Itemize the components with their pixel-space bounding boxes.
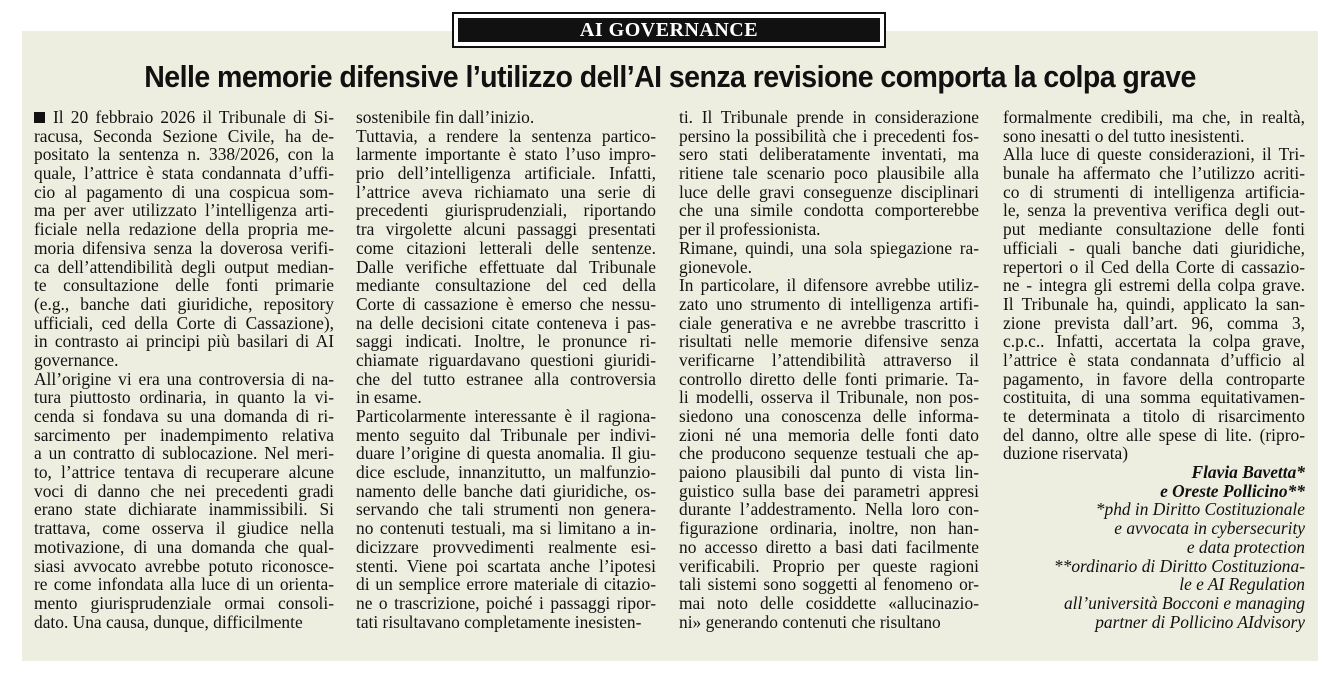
article-column-2 [356,108,656,631]
text-line: prio dell’intelligenza artificiale. Infatti, [356,163,656,184]
text-line: Corte di cassazione è emerso che nessu- [356,293,656,314]
text-line: mento seguito dal Tribunale per indivi- [356,424,656,445]
text-line: mediante consultazione del ced della [356,275,656,296]
text-line: risultati nelle memorie difensive senza [679,331,979,352]
text-line: sostenibile fin dall’inizio. [356,107,535,127]
text-line: stenti. Viene poi scartata anche l’ipotesi [356,555,656,576]
text-line: pagamento, in favore della controparte [1003,368,1305,389]
text-line: verificabili. Proprio per queste ragioni [679,555,979,576]
text-line: del danno, oltre alle spese di lite. (ripro- [1003,424,1305,445]
text-line: no contenuti testuali, ma si limitano a in- [356,518,656,539]
text-line: racusa, Seconda Sezione Civile, ha de- [34,125,334,146]
text-line: ni» generando contenuti che risultano [679,611,941,632]
text-line: che producono sequenze testuali che ap- [679,443,979,464]
text-line: In particolare, il difensore avrebbe utiliz- [679,275,979,296]
author-affiliation: e avvocata in cybersecurity [1114,518,1305,539]
text-line: verificarne l’attendibilità attraverso il [679,349,979,370]
text-line: motivazione, di una domanda che qual- [34,536,334,557]
text-line: cio al pagamento di una cospicua som- [34,181,334,202]
text-line: a un contratto di sublocazione. Nel meri- [34,443,334,464]
text-line: che una simile condotta comporterebbe [679,200,979,221]
text-line: guistico sulla base dei parametri appresi [679,480,979,501]
text-line: controllo diretto delle fonti primarie. Ta- [679,368,979,389]
text-line: in contrasto ai principi più basilari di AI [34,331,334,352]
text-line: positato la sentenza n. 338/2026, con la [34,144,334,165]
text-line: come citazioni letterali delle sentenze. [356,237,656,258]
author-affiliation: *phd in Diritto Costituzionale [1095,499,1305,520]
text-line: dicizzare provvedimenti realmente esi- [356,536,656,557]
text-line: Il 20 febbraio 2026 il Tribunale di Si- [34,108,334,127]
text-line: to, l’attrice tentava di recuperare alcune [34,462,334,483]
text-line: bunale ha affermato che l’utilizzo acriti- [1003,163,1305,184]
author-affiliation: le e AI Regulation [1179,574,1305,595]
text-line: Il Tribunale ha, quindi, applicato la san- [1003,293,1305,314]
article-column-1 [34,108,334,631]
text-line: repertori o il Ced della Corte di cassazio- [1003,256,1305,277]
text-line: larmente importante è stato l’uso impro- [356,144,656,165]
text-line: dato. Una causa, dunque, difficilmente [34,611,303,632]
text-line: figurazione ordinaria, inoltre, non han- [679,518,979,539]
text-line: precedenti giurisprudenziali, riportando [356,200,656,221]
text-line: (e.g., banche dati giuridiche, repository [34,293,334,314]
text-line: ritiene tale scenario poco plausibile alla [679,163,979,184]
text-line: Dalle verifiche effettuate dal Tribunale [356,256,656,277]
text-line: ufficiali, ced della Corte di Cassazione), [34,312,334,333]
text-line: sono inesatti o del tutto inesistenti. [1003,125,1245,146]
section-tag-label: AI GOVERNANCE [458,18,880,42]
text-line: All’origine vi era una controversia di na- [34,368,334,389]
text-line: l’attrice aveva richiamato una serie di [356,181,656,202]
text-line: mento giurisprudenziale ormai consoli- [34,592,334,613]
author-affiliation: partner di Pollicino AIdvisory [1095,611,1305,632]
text-line: governance. [34,349,119,370]
text-line: quale, l’attrice è stata condannata d’uffi- [34,163,334,184]
text-line: per il professionista. [679,219,821,240]
text-line: le, senza la preventiva verifica degli out- [1003,200,1305,221]
text-line: persino la possibilità che i precedenti fos- [679,125,979,146]
article-column-3 [679,108,979,631]
text-line: costituita, di una somma equitativamen- [1003,387,1305,408]
lead-square-icon [34,112,45,123]
text-line: luce delle gravi conseguenze disciplinari [679,181,979,202]
text-line: no accesso diretto a basi dati facilmente [679,536,979,557]
text-line: zione prevista dall’art. 96, comma 3, [1003,312,1305,333]
text-line: namento delle banche dati giuridiche, os- [356,480,656,501]
text-line: Alla luce di queste considerazioni, il Tri- [1003,144,1305,165]
text-line: di un semplice errore materiale di citazio- [356,574,656,595]
text-line: ufficiali - quali banche dati giuridiche, [1003,237,1305,258]
text-line: l’attrice è stata condannata d’ufficio al [1003,349,1305,370]
text-line: put mediante consultazione delle fonti [1003,219,1305,240]
text-line: Tuttavia, a rendere la sentenza partico- [356,125,656,146]
text-line: tura piuttosto ordinaria, in quanto la vi- [34,387,334,408]
text-line: duzione riservata) [1003,443,1129,464]
text-line: saggi indicati. Inoltre, le pronunce ri- [356,331,656,352]
text-line: gionevole. [679,256,752,277]
text-line: siedono una conoscenza delle informa- [679,406,979,426]
text-line: c.p.c.. Infatti, accertata la colpa grave, [1003,331,1305,352]
author-affiliation: **ordinario di Diritto Costituziona- [1053,555,1305,576]
text-line: Rimane, quindi, una sola spiegazione ra- [679,237,979,258]
text-line: in esame. [356,387,422,408]
text-line: Particolarmente interessante è il ragiona- [356,406,656,426]
text-line: li modelli, osserva il Tribunale, non pos- [679,387,979,408]
text-line: voci di danno che nei precedenti gradi [34,480,334,501]
text-line: te determinata a titolo di risarcimento [1003,406,1305,426]
text-line: cenda si fondava su una domanda di ri- [34,406,334,426]
author-affiliation: e data protection [1186,536,1305,557]
text-line: erano state dichiarate inammissibili. Si [34,499,334,520]
text-line: tali sistemi sono soggetti al fenomeno or- [679,574,979,595]
text-line: dice esclude, innanzitutto, un malfunzio- [356,462,656,483]
text-line: che del tutto estranee alla controversia [356,368,656,389]
text-line: tra virgolette alcuni passaggi presentati [356,219,656,240]
section-tag [452,12,886,48]
text-line: ciale generativa e ne avrebbe trascritto i [679,312,979,333]
text-line: te consultazione delle fonti primarie [34,275,334,296]
text-line: ti. Il Tribunale prende in considerazione [679,107,979,127]
headline: Nelle memorie difensive l’utilizzo dell’AI senza revisione comporta la colpa grave [144,59,1196,94]
text-line: sero stati deliberatamente inventati, ma [679,144,979,165]
text-line: formalmente credibili, ma che, in realtà, [1003,107,1305,127]
text-line: siasi avvocato avrebbe potuto riconosce- [34,555,334,576]
text-line: ficiale nella redazione della propria me- [34,219,334,240]
text-line: mai noto delle cosiddette «allucinazio- [679,592,979,613]
text-line: chiamate riguardavano questioni giuridi- [356,349,656,370]
author-name: Flavia Bavetta* [1191,462,1305,483]
text-line: na delle decisioni citate conteneva i pas- [356,312,656,333]
article-column-4 [1003,108,1305,631]
text-line: trattava, come osserva il giudice nella [34,518,334,539]
author-affiliation: all’università Bocconi e managing [1063,592,1305,613]
text-line: ne o trascrizione, poiché i passaggi ripor- [356,592,656,613]
text-line: ne - integra gli estremi della colpa grave. [1003,275,1305,296]
text-line: moria difensiva senza la doverosa verifi- [34,237,334,258]
text-line: re come infondata alla luce di un orienta- [34,574,334,595]
text-line: paiono plausibili dal punto di vista lin- [679,462,979,483]
text-line: co di strumenti di intelligenza artificia- [1003,181,1305,202]
text-line: zioni né una memoria delle fonti dato [679,424,979,445]
text-line: tati risultavano completamente inesisten- [356,611,642,632]
text-line: sarcimento per inadempimento relativa [34,424,334,445]
text-line: zato uno strumento di intelligenza artifi- [679,293,979,314]
text-line: duare l’origine di questa anomalia. Il giu- [356,443,656,464]
text-line: ca dell’attendibilità degli output median- [34,256,334,277]
text-line: servando che tali strumenti non genera- [356,499,656,520]
author-name: e Oreste Pollicino** [1160,480,1305,501]
text-line: ma per aver utilizzato l’intelligenza arti- [34,200,334,221]
text-line: durante l’addestramento. Nella loro con- [679,499,979,520]
